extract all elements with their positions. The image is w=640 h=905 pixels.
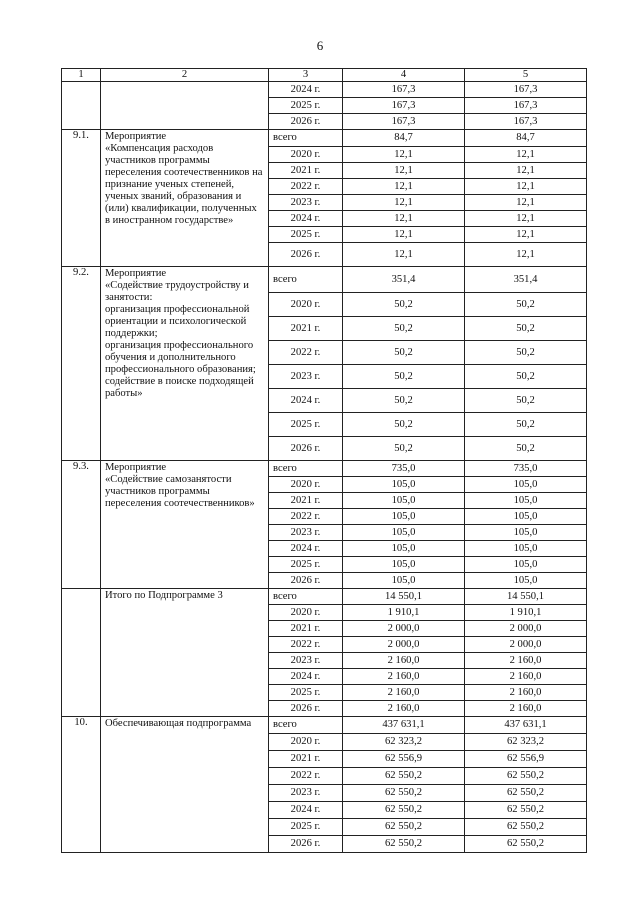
item-description-cell: Итого по Подпрограмме 3 xyxy=(101,589,269,717)
item-number-cell: 9.3. xyxy=(62,461,101,589)
value-col4-cell: 105,0 xyxy=(343,557,465,573)
value-col4-cell: 351,4 xyxy=(343,267,465,293)
period-cell: 2024 г. xyxy=(269,211,343,227)
value-col4-cell: 1 910,1 xyxy=(343,605,465,621)
header-cell: 3 xyxy=(269,69,343,82)
value-col5-cell: 12,1 xyxy=(465,147,587,163)
value-col5-cell: 14 550,1 xyxy=(465,589,587,605)
value-col5-cell: 105,0 xyxy=(465,477,587,493)
value-col4-cell: 62 550,2 xyxy=(343,785,465,802)
value-col4-cell: 12,1 xyxy=(343,227,465,243)
period-cell: 2025 г. xyxy=(269,557,343,573)
value-col5-cell: 50,2 xyxy=(465,437,587,461)
value-col5-cell: 12,1 xyxy=(465,243,587,267)
value-col4-cell: 167,3 xyxy=(343,98,465,114)
value-col4-cell: 62 323,2 xyxy=(343,734,465,751)
value-col4-cell: 50,2 xyxy=(343,317,465,341)
period-cell: 2026 г. xyxy=(269,836,343,853)
value-col5-cell: 62 550,2 xyxy=(465,785,587,802)
value-col4-cell: 2 000,0 xyxy=(343,637,465,653)
period-cell: 2024 г. xyxy=(269,802,343,819)
item-description-cell: Мероприятие «Компенсация расходов участников программы переселения соотечественников на признание ученых степеней, ученых званий, образования и (или) квалификации, полученных в иностранном государстве» xyxy=(101,130,269,267)
value-col5-cell: 50,2 xyxy=(465,341,587,365)
period-cell: всего xyxy=(269,589,343,605)
period-cell: 2023 г. xyxy=(269,365,343,389)
period-cell: 2023 г. xyxy=(269,525,343,541)
value-col4-cell: 50,2 xyxy=(343,293,465,317)
value-col5-cell: 105,0 xyxy=(465,509,587,525)
period-cell: 2026 г. xyxy=(269,437,343,461)
item-description-cell: Обеспечивающая подпрограмма xyxy=(101,717,269,853)
period-cell: 2020 г. xyxy=(269,477,343,493)
value-col4-cell: 167,3 xyxy=(343,114,465,130)
period-cell: 2023 г. xyxy=(269,195,343,211)
table-row xyxy=(62,589,587,605)
value-col5-cell: 437 631,1 xyxy=(465,717,587,734)
page-number: 6 xyxy=(316,38,324,53)
table-row xyxy=(62,461,587,477)
value-col4-cell: 62 550,2 xyxy=(343,819,465,836)
value-col5-cell: 62 556,9 xyxy=(465,751,587,768)
value-col5-cell: 50,2 xyxy=(465,365,587,389)
value-col4-cell: 2 160,0 xyxy=(343,653,465,669)
item-description-cell: Мероприятие «Содействие трудоустройству и занятости: организация профессиональной ориентации и психологической поддержки; организация профессионального обучения и дополнительного профессионального образования; содействие в поиске подходящей работы» xyxy=(101,267,269,461)
value-col5-cell: 12,1 xyxy=(465,227,587,243)
item-number-cell xyxy=(62,82,101,130)
period-cell: 2025 г. xyxy=(269,98,343,114)
period-cell: 2026 г. xyxy=(269,114,343,130)
period-cell: 2024 г. xyxy=(269,389,343,413)
value-col5-cell: 84,7 xyxy=(465,130,587,147)
table-row xyxy=(62,82,587,98)
value-col5-cell: 62 550,2 xyxy=(465,836,587,853)
value-col5-cell: 105,0 xyxy=(465,557,587,573)
value-col4-cell: 50,2 xyxy=(343,389,465,413)
table-row xyxy=(62,717,587,734)
value-col4-cell: 50,2 xyxy=(343,413,465,437)
value-col4-cell: 12,1 xyxy=(343,243,465,267)
header-cell: 2 xyxy=(101,69,269,82)
value-col4-cell: 62 550,2 xyxy=(343,836,465,853)
value-col4-cell: 62 550,2 xyxy=(343,768,465,785)
value-col4-cell: 50,2 xyxy=(343,341,465,365)
header-cell: 1 xyxy=(62,69,101,82)
item-description-cell: Мероприятие «Содействие самозанятости участников программы переселения соотечественников» xyxy=(101,461,269,589)
value-col4-cell: 167,3 xyxy=(343,82,465,98)
value-col5-cell: 167,3 xyxy=(465,82,587,98)
value-col5-cell: 50,2 xyxy=(465,389,587,413)
value-col4-cell: 50,2 xyxy=(343,365,465,389)
period-cell: 2026 г. xyxy=(269,701,343,717)
value-col4-cell: 12,1 xyxy=(343,211,465,227)
period-cell: 2024 г. xyxy=(269,541,343,557)
value-col5-cell: 2 160,0 xyxy=(465,653,587,669)
period-cell: всего xyxy=(269,130,343,147)
value-col5-cell: 62 550,2 xyxy=(465,819,587,836)
value-col5-cell: 2 160,0 xyxy=(465,669,587,685)
value-col4-cell: 84,7 xyxy=(343,130,465,147)
value-col5-cell: 105,0 xyxy=(465,525,587,541)
period-cell: 2020 г. xyxy=(269,734,343,751)
value-col4-cell: 105,0 xyxy=(343,573,465,589)
period-cell: 2021 г. xyxy=(269,163,343,179)
period-cell: 2021 г. xyxy=(269,621,343,637)
period-cell: 2026 г. xyxy=(269,573,343,589)
value-col4-cell: 62 550,2 xyxy=(343,802,465,819)
item-number-cell: 9.1. xyxy=(62,130,101,267)
item-number-cell xyxy=(62,589,101,717)
period-cell: 2025 г. xyxy=(269,413,343,437)
value-col5-cell: 351,4 xyxy=(465,267,587,293)
value-col4-cell: 2 000,0 xyxy=(343,621,465,637)
value-col5-cell: 2 000,0 xyxy=(465,621,587,637)
period-cell: всего xyxy=(269,267,343,293)
period-cell: 2022 г. xyxy=(269,637,343,653)
value-col5-cell: 12,1 xyxy=(465,195,587,211)
value-col4-cell: 105,0 xyxy=(343,541,465,557)
value-col5-cell: 62 550,2 xyxy=(465,768,587,785)
period-cell: 2023 г. xyxy=(269,653,343,669)
value-col4-cell: 50,2 xyxy=(343,437,465,461)
value-col5-cell: 167,3 xyxy=(465,114,587,130)
value-col4-cell: 437 631,1 xyxy=(343,717,465,734)
value-col4-cell: 14 550,1 xyxy=(343,589,465,605)
period-cell: 2025 г. xyxy=(269,819,343,836)
period-cell: 2024 г. xyxy=(269,669,343,685)
value-col4-cell: 12,1 xyxy=(343,147,465,163)
period-cell: 2022 г. xyxy=(269,768,343,785)
value-col5-cell: 2 000,0 xyxy=(465,637,587,653)
value-col4-cell: 105,0 xyxy=(343,493,465,509)
item-description-cell xyxy=(101,82,269,130)
header-cell: 5 xyxy=(465,69,587,82)
value-col4-cell: 2 160,0 xyxy=(343,669,465,685)
period-cell: 2020 г. xyxy=(269,147,343,163)
period-cell: 2026 г. xyxy=(269,243,343,267)
period-cell: 2025 г. xyxy=(269,685,343,701)
value-col5-cell: 105,0 xyxy=(465,541,587,557)
value-col5-cell: 105,0 xyxy=(465,573,587,589)
value-col4-cell: 2 160,0 xyxy=(343,701,465,717)
period-cell: 2020 г. xyxy=(269,605,343,621)
period-cell: 2022 г. xyxy=(269,179,343,195)
item-number-cell: 9.2. xyxy=(62,267,101,461)
period-cell: всего xyxy=(269,461,343,477)
value-col5-cell: 12,1 xyxy=(465,163,587,179)
table-row xyxy=(62,130,587,147)
value-col5-cell: 62 550,2 xyxy=(465,802,587,819)
value-col4-cell: 105,0 xyxy=(343,477,465,493)
value-col4-cell: 62 556,9 xyxy=(343,751,465,768)
period-cell: 2021 г. xyxy=(269,493,343,509)
header-cell: 4 xyxy=(343,69,465,82)
value-col5-cell: 1 910,1 xyxy=(465,605,587,621)
period-cell: 2021 г. xyxy=(269,317,343,341)
value-col5-cell: 2 160,0 xyxy=(465,685,587,701)
value-col4-cell: 105,0 xyxy=(343,525,465,541)
budget-table xyxy=(61,68,587,853)
value-col4-cell: 12,1 xyxy=(343,163,465,179)
header-row xyxy=(62,69,587,82)
value-col5-cell: 50,2 xyxy=(465,317,587,341)
value-col5-cell: 12,1 xyxy=(465,179,587,195)
value-col5-cell: 105,0 xyxy=(465,493,587,509)
value-col5-cell: 50,2 xyxy=(465,413,587,437)
period-cell: 2024 г. xyxy=(269,82,343,98)
period-cell: 2020 г. xyxy=(269,293,343,317)
table-row xyxy=(62,267,587,293)
value-col5-cell: 12,1 xyxy=(465,211,587,227)
period-cell: 2021 г. xyxy=(269,751,343,768)
period-cell: 2025 г. xyxy=(269,227,343,243)
value-col4-cell: 735,0 xyxy=(343,461,465,477)
value-col4-cell: 12,1 xyxy=(343,195,465,211)
period-cell: 2022 г. xyxy=(269,509,343,525)
value-col5-cell: 2 160,0 xyxy=(465,701,587,717)
period-cell: 2022 г. xyxy=(269,341,343,365)
item-number-cell: 10. xyxy=(62,717,101,853)
value-col4-cell: 12,1 xyxy=(343,179,465,195)
period-cell: 2023 г. xyxy=(269,785,343,802)
value-col4-cell: 105,0 xyxy=(343,509,465,525)
period-cell: всего xyxy=(269,717,343,734)
value-col5-cell: 735,0 xyxy=(465,461,587,477)
value-col5-cell: 62 323,2 xyxy=(465,734,587,751)
value-col4-cell: 2 160,0 xyxy=(343,685,465,701)
value-col5-cell: 167,3 xyxy=(465,98,587,114)
value-col5-cell: 50,2 xyxy=(465,293,587,317)
